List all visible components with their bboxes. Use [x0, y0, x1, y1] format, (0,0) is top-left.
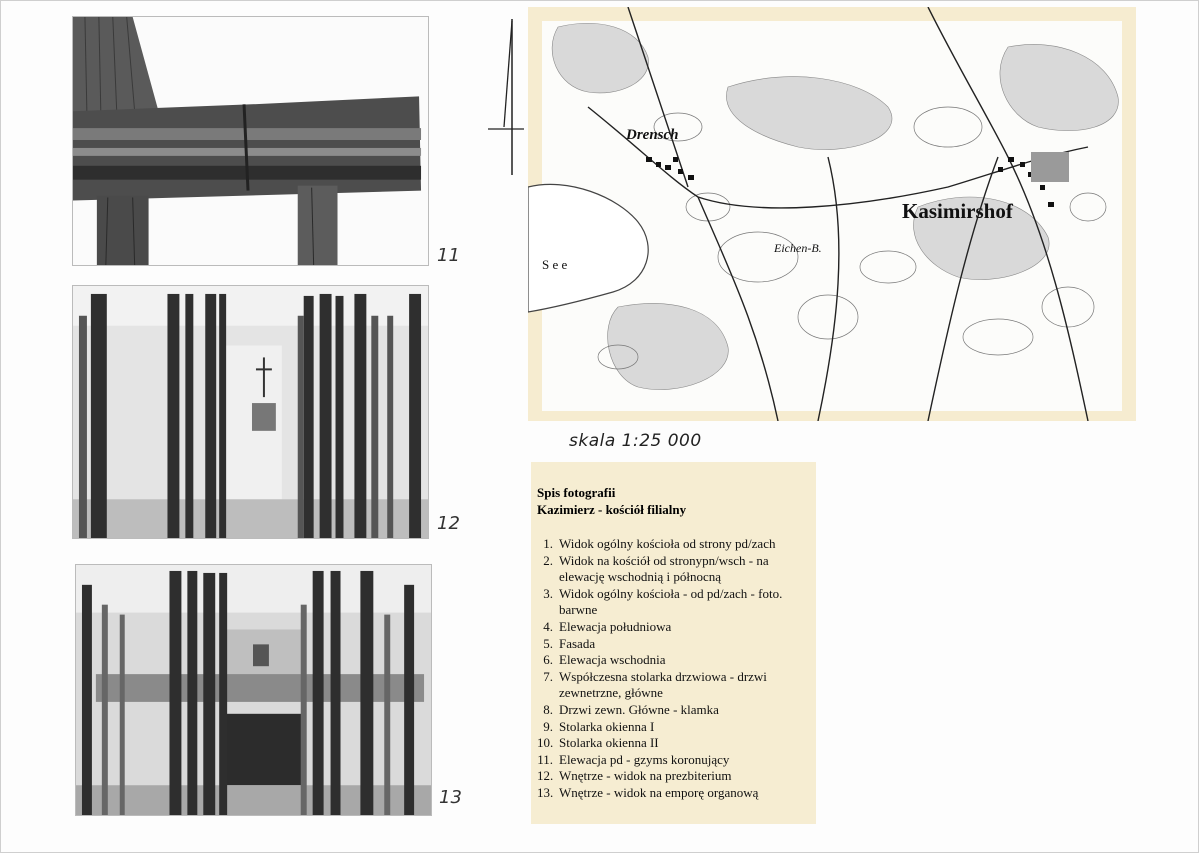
- photo-list-panel: [531, 462, 816, 824]
- list-item-number: 12.: [537, 768, 554, 784]
- list-item: [537, 735, 816, 752]
- list-item-number: 2.: [543, 552, 553, 568]
- list-item: [537, 586, 816, 619]
- list-item-number: 7.: [543, 668, 553, 684]
- list-item-number: 6.: [543, 652, 553, 668]
- list-subtitle: Kazimierz - kościół filialny: [537, 502, 687, 517]
- list-item-text: Stolarka okienna II: [559, 735, 659, 751]
- list-item-text: Wnętrze - widok na emporę organową: [559, 784, 759, 800]
- list-item-text: Stolarka okienna I: [559, 718, 655, 734]
- list-item-text: Elewacja południowa: [559, 618, 672, 634]
- list-item: [537, 553, 816, 586]
- list-item-text: Wnętrze - widok na prezbiterium: [559, 768, 732, 784]
- list-title: Spis fotografii: [537, 485, 616, 500]
- list-item-number: 3.: [543, 585, 553, 601]
- photo-number-11: 11: [437, 245, 460, 266]
- map-label-drensch: Drensch: [626, 127, 679, 143]
- list-item: [537, 536, 816, 553]
- map-label-see: S e e: [542, 257, 568, 272]
- list-item-text: Współczesna stolarka drzwiowa - drzwi zewnetrzne, główne: [559, 668, 767, 701]
- list-item: [537, 669, 816, 702]
- list-item-text: Widok na kościół od stronypn/wsch - na elewację wschodnią i północną: [559, 552, 769, 585]
- map-label-kasimirshof: Kasimirshof: [902, 199, 1013, 223]
- list-item-number: 8.: [543, 701, 553, 717]
- list-item: [537, 652, 816, 669]
- photo-list: [537, 536, 816, 802]
- photo-number-12: 12: [437, 513, 460, 534]
- list-item-number: 10.: [537, 735, 554, 751]
- list-item: [537, 702, 816, 719]
- north-arrow: [486, 17, 526, 177]
- list-item: [537, 752, 816, 769]
- list-item: [537, 785, 816, 802]
- list-item-text: Fasada: [559, 635, 596, 651]
- photo-interior-organ-loft: [75, 564, 432, 816]
- photo-cornice: [72, 16, 429, 266]
- list-item: [537, 636, 816, 653]
- list-item: [537, 619, 816, 636]
- list-item: [537, 768, 816, 785]
- list-item-number: 13.: [537, 784, 554, 800]
- map-scale: skala 1:25 000: [569, 431, 702, 451]
- list-item-number: 4.: [543, 618, 553, 634]
- photo-number-13: 13: [439, 787, 462, 808]
- list-item-number: 5.: [543, 635, 553, 651]
- list-item-text: Elewacja wschodnia: [559, 652, 666, 668]
- list-item-text: Widok ogólny kościoła od strony pd/zach: [559, 536, 776, 551]
- topographic-map: [528, 7, 1136, 421]
- list-item-number: 11.: [537, 751, 553, 767]
- list-item-text: Drzwi zewn. Główne - klamka: [559, 701, 719, 717]
- list-item-number: 9.: [543, 718, 553, 734]
- list-item: [537, 719, 816, 736]
- list-item-text: Widok ogólny kościoła - od pd/zach - foto. barwne: [559, 585, 783, 618]
- photo-interior-presbytery: [72, 285, 429, 539]
- list-item-text: Elewacja pd - gzyms koronujący: [559, 751, 730, 767]
- map-label-eichen: Eichen-B.: [774, 241, 822, 255]
- list-item-number: 1.: [543, 536, 553, 551]
